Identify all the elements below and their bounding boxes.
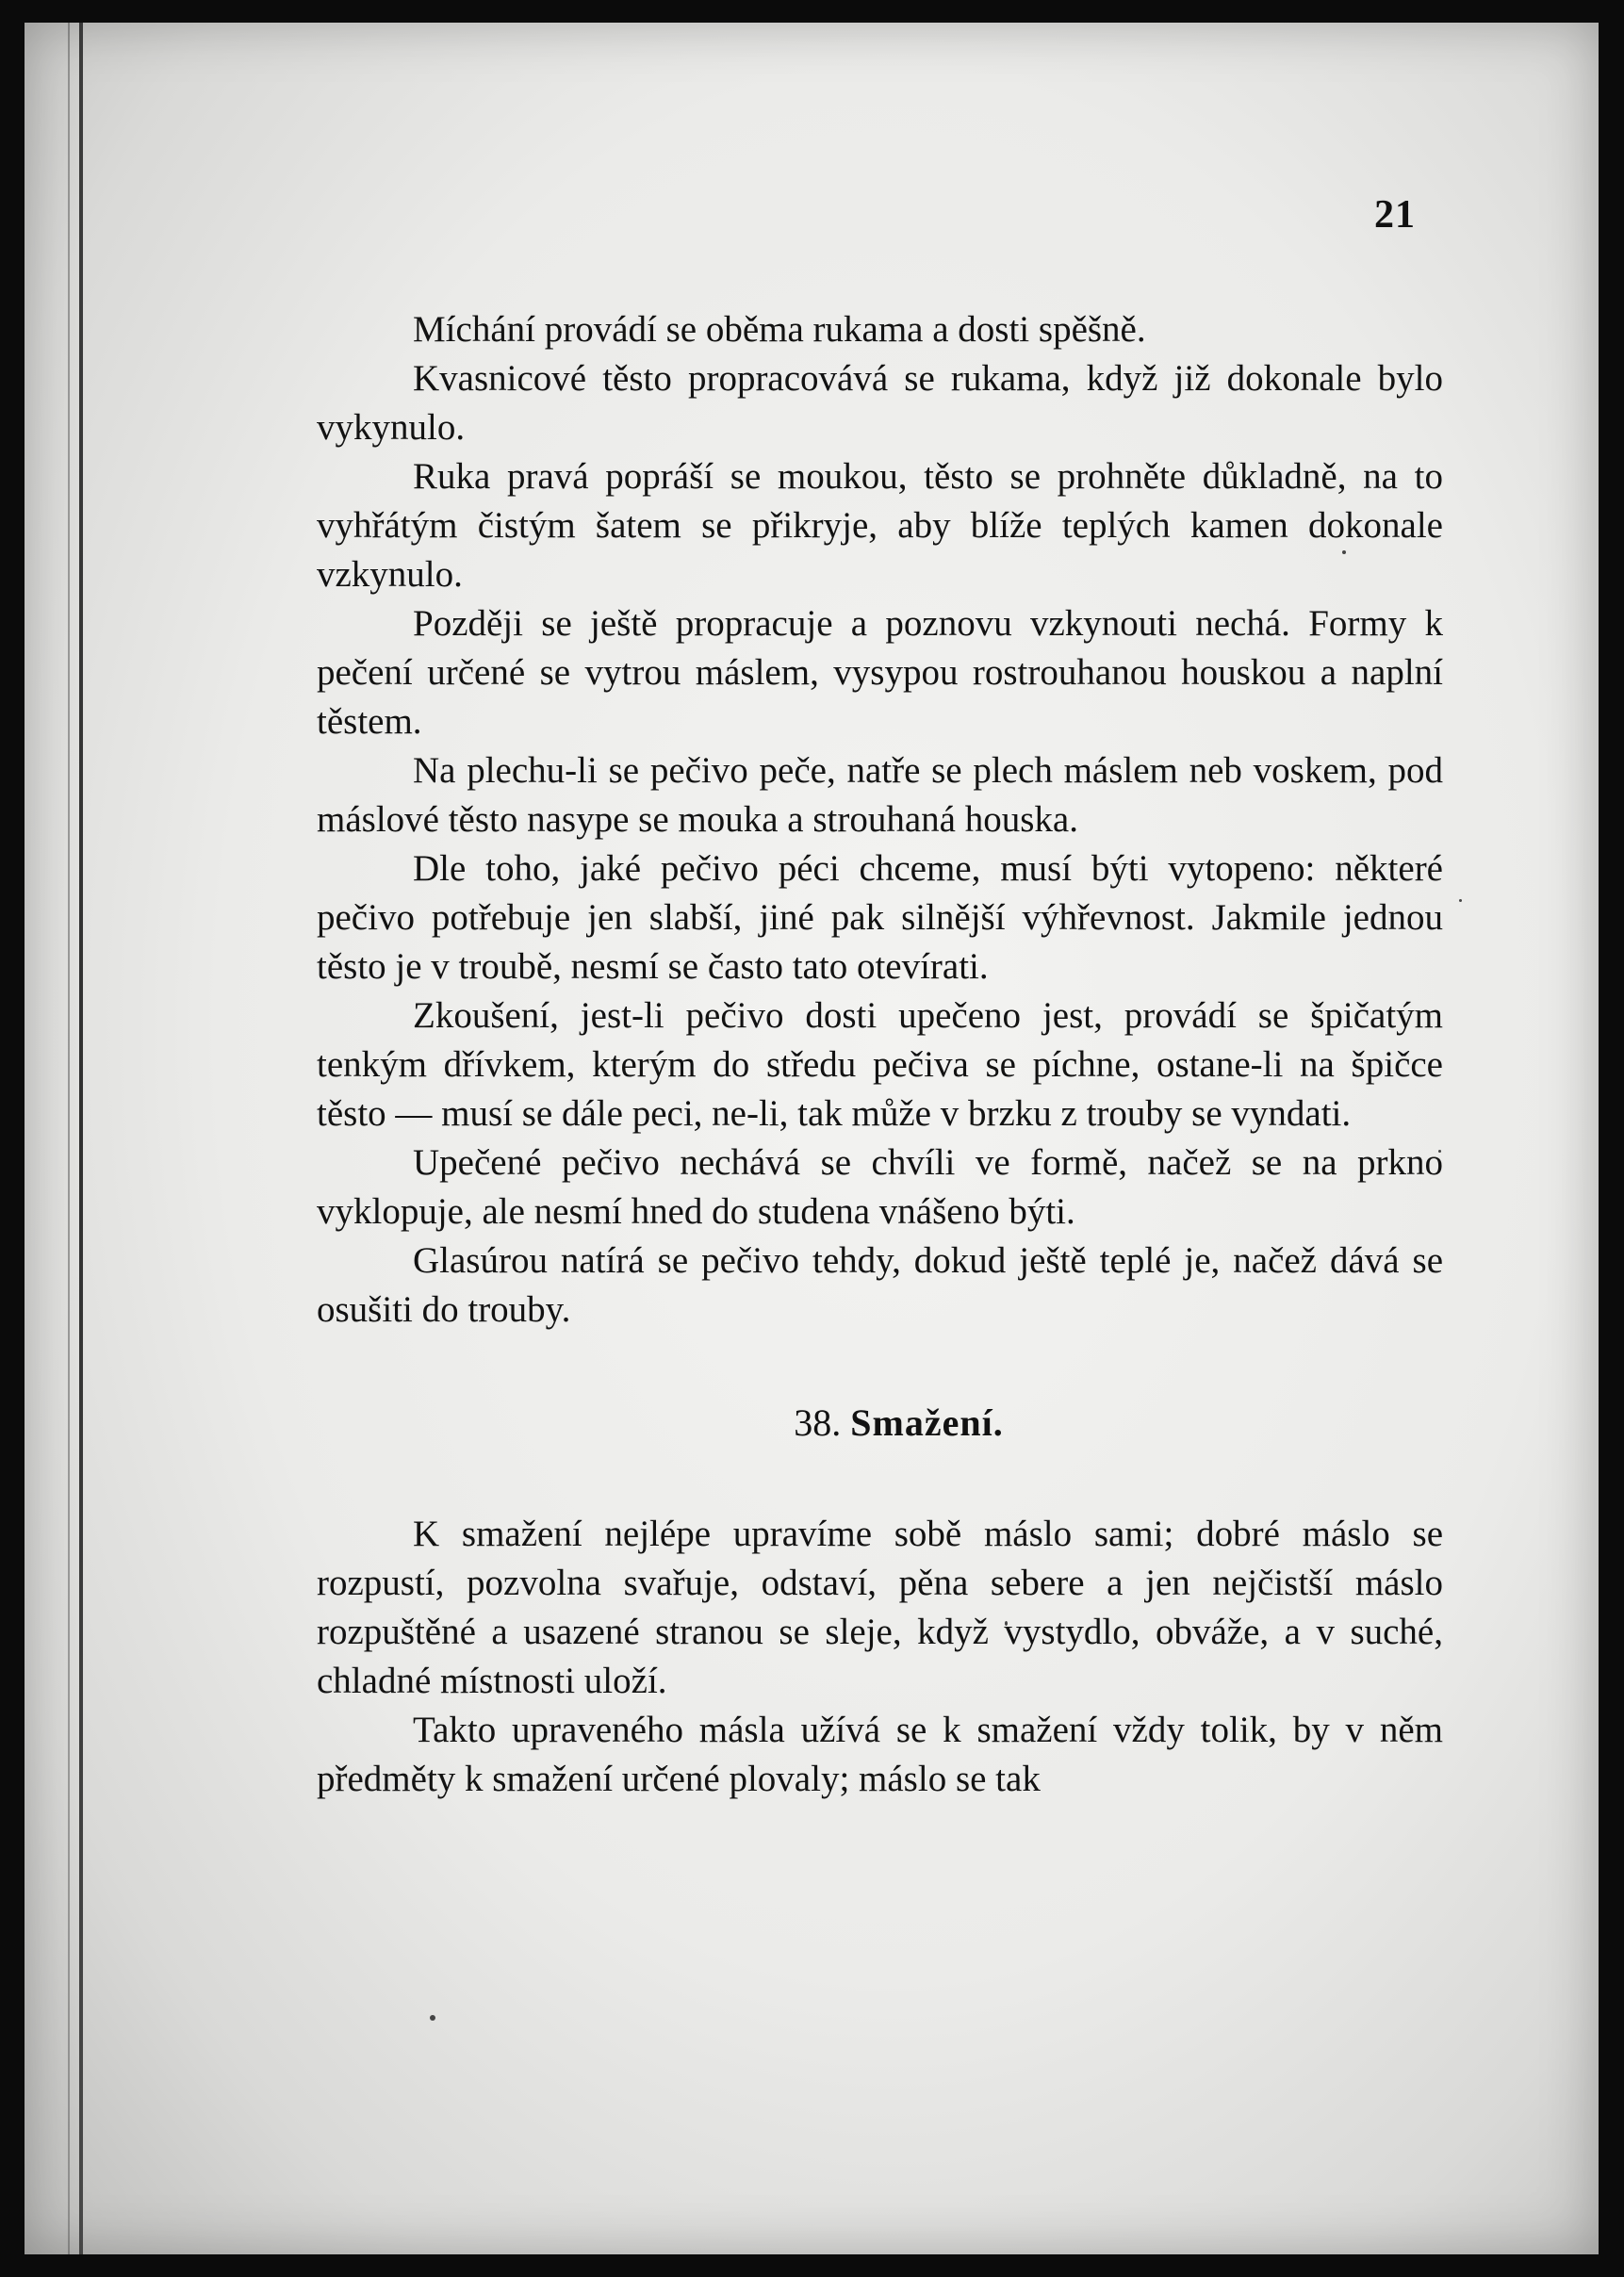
section-heading xyxy=(317,1399,1443,1448)
binding-edge-thin xyxy=(68,23,70,2254)
paragraph: Upečené pečivo nechává se chvíli ve formě, načež se na prkno vyklopuje, ale nesmí hned do studena vnášeno býti. xyxy=(317,1142,1443,1232)
section-title: Smažení. xyxy=(850,1401,1004,1444)
paragraph: Zkoušení, jest-li pečivo dosti upečeno jest, provádí se špičatým tenkým dřívkem, kterým do středu pečiva se píchne, ostane-li na špičce těsto — musí se dále peci, ne-li, tak může v brzku z trouby se vyndati. xyxy=(317,995,1443,1134)
paper-speck xyxy=(1459,899,1462,902)
book-page xyxy=(25,23,1599,2254)
section-number: 38. xyxy=(794,1401,842,1444)
paragraph: Dle toho, jaké pečivo péci chceme, musí býti vytopeno: některé pečivo potřebuje jen slabší, jiné pak silnější výhřevnost. Jakmile jednou těsto je v troubě, nesmí se často tato otevírati. xyxy=(317,848,1443,987)
paragraph: Na plechu-li se pečivo peče, natře se plech máslem neb voskem, pod máslové těsto nasype se mouka a strouhaná houska. xyxy=(317,750,1443,840)
paragraph: Míchání provádí se oběma rukama a dosti spěšně. xyxy=(413,309,1146,350)
paragraph: Takto upraveného másla užívá se k smažení vždy tolik, by v něm předměty k smažení určené plovaly; máslo se tak xyxy=(317,1710,1443,1799)
paragraph: Později se ještě propracuje a poznovu vzkynouti nechá. Formy k pečení určené se vytrou máslem, vysypou rostrouhanou houskou a naplní těstem. xyxy=(317,603,1443,742)
paragraph: Glasúrou natírá se pečivo tehdy, dokud ještě teplé je, načež dává se osušiti do trouby. xyxy=(317,1240,1443,1330)
page-number: 21 xyxy=(1374,193,1416,237)
paragraph: Ruka pravá popráší se moukou, těsto se prohněte důkladně, na to vyhřátým čistým šatem se přikryje, aby blíže teplých kamen dokonale vzkynulo. xyxy=(317,456,1443,595)
body-text xyxy=(317,305,1443,1804)
binding-edge xyxy=(79,23,83,2254)
paragraph: Kvasnicové těsto propracovává se rukama, když již dokonale bylo vykynulo. xyxy=(317,358,1443,448)
paragraph: K smažení nejlépe upravíme sobě máslo sami; dobré máslo se rozpustí, pozvolna svařuje, odstaví, pěna sebere a jen nejčistší máslo rozpuštěné a usazené stranou se sleje, když vystydlo, obváže, a v suché, chladné místnosti uloží. xyxy=(317,1514,1443,1701)
paper-speck xyxy=(430,2015,435,2021)
